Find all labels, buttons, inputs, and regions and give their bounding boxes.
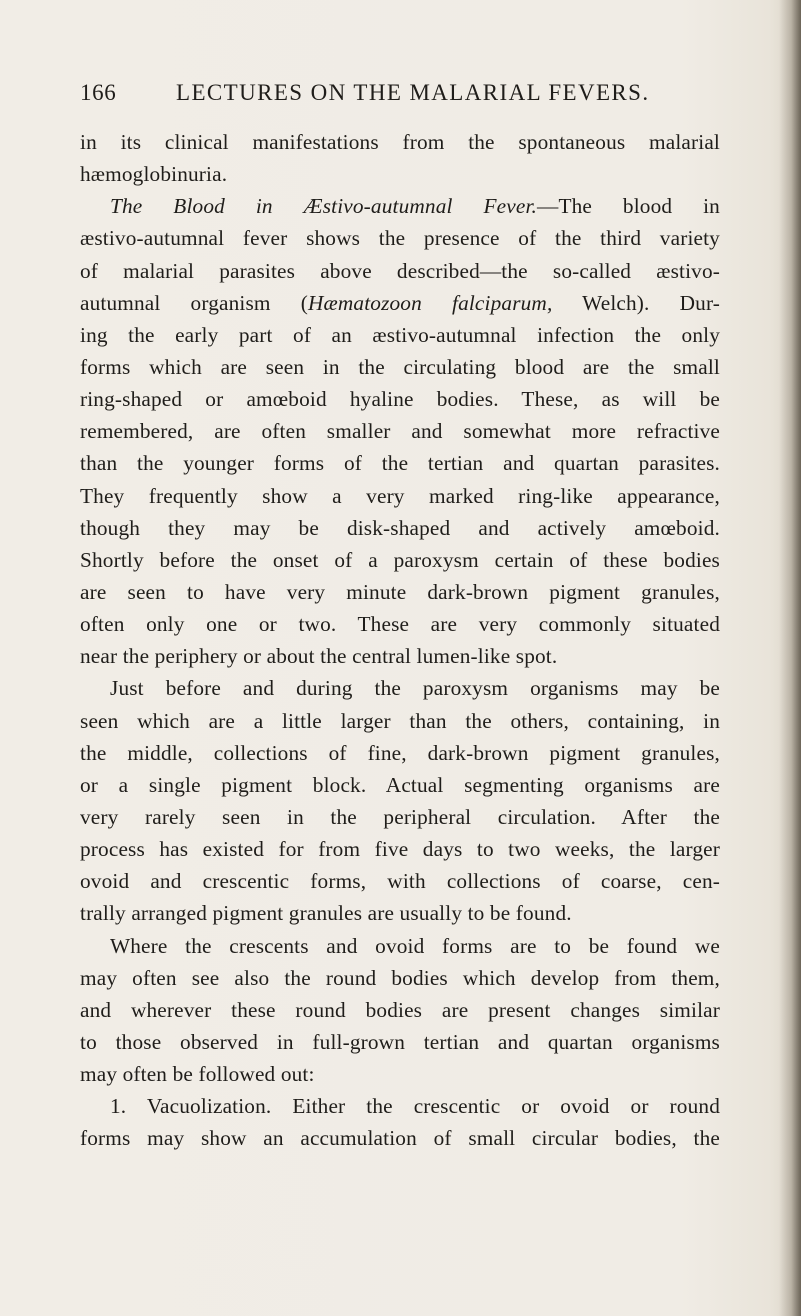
text-line: to those observed in full-grown tertian and quartan organisms <box>80 1029 720 1054</box>
text-line: Where the crescents and ovoid forms are to be found we <box>110 933 720 958</box>
text-fragment: autumnal organism ( <box>80 290 308 315</box>
text-line: or a single pigment block. Actual segmenting organisms are <box>80 772 720 797</box>
text-line: near the periphery or about the central lumen-like spot. <box>80 644 558 669</box>
text-line: may often see also the round bodies which develop from them, <box>80 965 720 990</box>
text-line: They frequently show a very marked ring-like appearance, <box>80 483 720 508</box>
list-item-line: 1. Vacuolization. Either the crescentic or ovoid or round <box>110 1094 720 1119</box>
text-line: forms which are seen in the circulating blood are the small <box>80 354 720 379</box>
section-heading-line <box>80 190 720 222</box>
text-line: forms may show an accumulation of small circular bodies, the <box>80 1126 720 1151</box>
text-line: than the younger forms of the tertian and quartan parasites. <box>80 451 720 476</box>
species-name: Hæmatozoon falciparum, <box>307 290 553 315</box>
section-heading: The Blood in Æstivo-autumnal Fever. <box>110 194 538 219</box>
text-line: æstivo-autumnal fever shows the presence of the third variety <box>80 226 720 251</box>
running-title: LECTURES ON THE MALARIAL FEVERS. <box>176 80 650 105</box>
page-header <box>80 80 720 114</box>
text-line: trally arranged pigment granules are usually to be found. <box>80 901 572 926</box>
text-line: remembered, are often smaller and somewhat more refractive <box>80 419 720 444</box>
page-number: 166 <box>80 80 117 105</box>
text-line: seen which are a little larger than the others, containing, in <box>80 708 720 733</box>
text-line: process has existed for from five days to two weeks, the larger <box>80 837 720 862</box>
text-line: ing the early part of an æstivo-autumnal infection the only <box>80 322 720 347</box>
text-line: of malarial parasites above described—the so-called æstivo- <box>80 258 720 283</box>
text-line: Shortly before the onset of a paroxysm certain of these bodies <box>80 547 720 572</box>
text-line: ring-shaped or amœboid hyaline bodies. These, as will be <box>80 387 720 412</box>
text-line: in its clinical manifestations from the spontaneous malarial <box>80 130 720 154</box>
text-line: and wherever these round bodies are present changes similar <box>80 997 720 1022</box>
text-line: hæmoglobinuria. <box>80 162 228 187</box>
body-text <box>80 126 720 1155</box>
text-line: are seen to have very minute dark-brown pigment granules, <box>80 579 720 604</box>
text-line: though they may be disk-shaped and actively amœboid. <box>80 515 720 540</box>
page-edge-shadow <box>779 0 801 1316</box>
text-fragment: Welch). Dur- <box>552 290 720 315</box>
text-line: the middle, collections of fine, dark-brown pigment granules, <box>80 740 720 765</box>
text-line: often only one or two. These are very commonly situated <box>80 612 720 637</box>
text-line: very rarely seen in the peripheral circulation. After the <box>80 804 720 829</box>
text-fragment: —The blood in <box>537 194 720 219</box>
text-line: may often be followed out: <box>80 1062 315 1087</box>
text-line: ovoid and crescentic forms, with collections of coarse, cen- <box>80 869 720 894</box>
text-line <box>80 287 720 319</box>
text-line: Just before and during the paroxysm organisms may be <box>110 676 720 701</box>
